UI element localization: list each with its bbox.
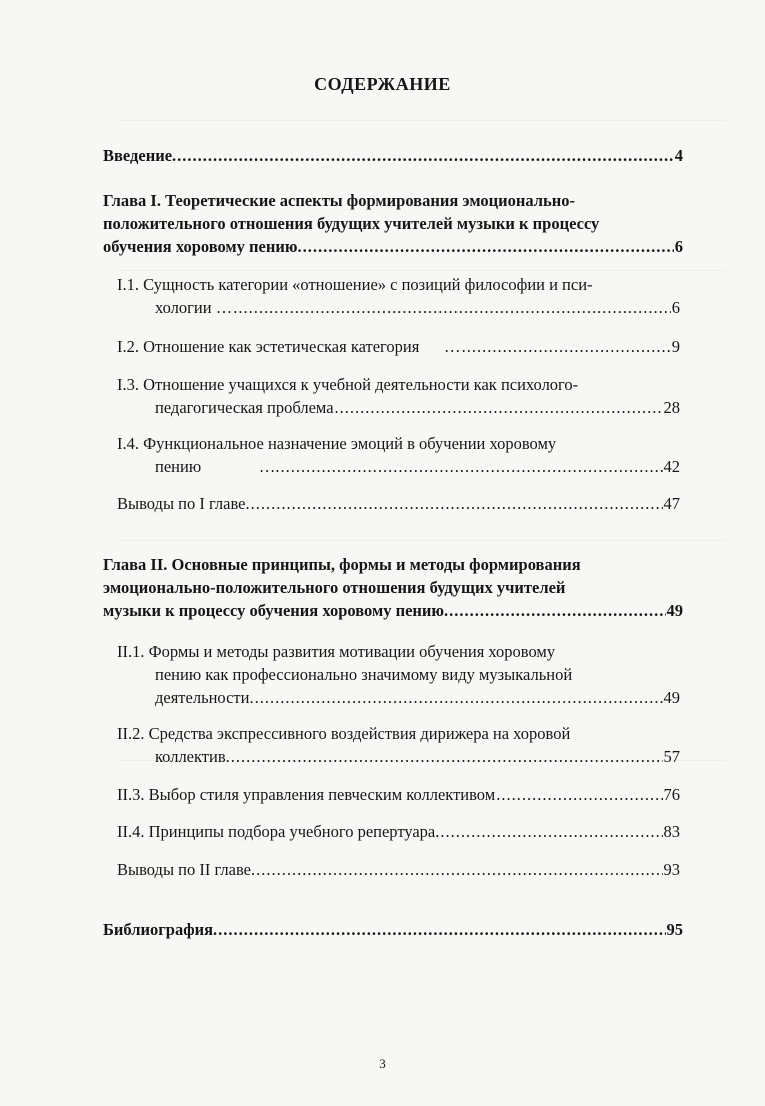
leader-dots xyxy=(335,396,663,419)
toc-entry-section-2-4[interactable] xyxy=(117,820,680,843)
toc-entry-section-1-2[interactable] xyxy=(117,335,680,358)
toc-entry-section-2-1[interactable] xyxy=(117,640,680,709)
toc-entry-title: II.3. Выбор стиля управления певческим коллективом xyxy=(117,785,496,804)
toc-entry-line: II.1. Формы и методы развития мотивации обучения хоровому xyxy=(117,642,556,661)
leader-dots xyxy=(218,918,665,941)
toc-entry-title: I.2. Отношение как эстетическая категория … xyxy=(117,337,461,356)
toc-entry-line: Глава I. Теоретические аспекты формирования эмоционально- xyxy=(103,191,576,210)
toc-entry-line: I.3. Отношение учащихся к учебной деятельности как психолого- xyxy=(117,375,579,394)
leader-dots xyxy=(496,783,662,806)
toc-entry-line: эмоционально-положительного отношения будущих учителей xyxy=(103,578,566,597)
toc-page-number: 42 xyxy=(663,457,680,476)
toc-entry-section-1-3[interactable] xyxy=(117,373,680,419)
toc-entry-title: Библиография. xyxy=(103,920,218,939)
toc-entry-line: коллектив. xyxy=(155,747,230,766)
leader-dots xyxy=(177,144,674,167)
toc-entry-section-2-3[interactable] xyxy=(117,783,680,806)
toc-page-number: 49 xyxy=(663,688,680,707)
toc-page-number: 93 xyxy=(663,860,680,879)
toc-page-number: 9 xyxy=(671,337,680,356)
page-title: СОДЕРЖАНИЕ xyxy=(314,74,451,94)
toc-entry-line: положительного отношения будущих учителей музыки к процессу xyxy=(103,214,600,233)
toc-entry-intro[interactable] xyxy=(103,144,683,167)
page-number: 3 xyxy=(379,1056,386,1071)
toc-entry-section-1-1[interactable] xyxy=(117,273,680,319)
leader-dots xyxy=(255,686,663,709)
toc-entry-line: обучения хоровому пению. xyxy=(103,237,302,256)
leader-dots xyxy=(251,492,663,515)
leader-dots xyxy=(281,455,663,478)
leader-dots xyxy=(231,745,663,768)
toc-entry-line: II.2. Средства экспрессивного воздействия дирижера на хоровой xyxy=(117,724,571,743)
toc-entry-chapter-1[interactable] xyxy=(103,189,683,258)
toc-page-number: 57 xyxy=(663,747,680,766)
toc-entry-section-2-2[interactable] xyxy=(117,722,680,768)
toc-page-number: 6 xyxy=(674,237,683,256)
toc-entry-line: I.4. Функциональное назначение эмоций в обучении хоровому xyxy=(117,434,557,453)
toc-entry-line: I.1. Сущность категории «отношение» с позиций философии и пси- xyxy=(117,275,593,294)
toc-page-number: 47 xyxy=(663,494,680,513)
toc-entry-bibliography[interactable] xyxy=(103,918,683,941)
toc-entry-title: Введение. xyxy=(103,146,177,165)
toc-page-number: 95 xyxy=(666,920,683,939)
leader-dots xyxy=(303,235,674,258)
toc-entry-line: музыки к процессу обучения хоровому пению. xyxy=(103,601,449,620)
toc-page-number: 28 xyxy=(663,398,680,417)
toc-entry-section-1-4[interactable] xyxy=(117,432,680,478)
leader-dots xyxy=(462,335,671,358)
toc-page-number: 83 xyxy=(663,822,680,841)
toc-entry-title: Выводы по I главе. xyxy=(117,494,250,513)
toc-entry-conclusions-2[interactable] xyxy=(117,858,680,881)
toc-entry-line: пению как профессионально значимому виду музыкальной xyxy=(155,665,573,684)
toc-entry-chapter-2[interactable] xyxy=(103,553,683,622)
toc-entry-line: Глава II. Основные принципы, формы и методы формирования xyxy=(103,555,581,574)
toc-entry-line: деятельности. xyxy=(155,688,254,707)
toc-page-number: 76 xyxy=(663,785,680,804)
leader-dots xyxy=(233,296,671,319)
toc-page-number: 49 xyxy=(666,601,683,620)
leader-dots xyxy=(256,858,662,881)
toc-entry-conclusions-1[interactable] xyxy=(117,492,680,515)
toc-entry-line: пению …. xyxy=(155,457,280,476)
toc-entry-line: педагогическая проблема xyxy=(155,398,334,417)
leader-dots xyxy=(449,599,665,622)
toc-page-number: 4 xyxy=(674,146,683,165)
toc-page-number: 6 xyxy=(671,298,680,317)
toc-entry-line: хологии … xyxy=(155,298,233,317)
leader-dots xyxy=(440,820,662,843)
toc-entry-title: Выводы по II главе. xyxy=(117,860,256,879)
toc-entry-title: II.4. Принципы подбора учебного репертуара. xyxy=(117,822,440,841)
